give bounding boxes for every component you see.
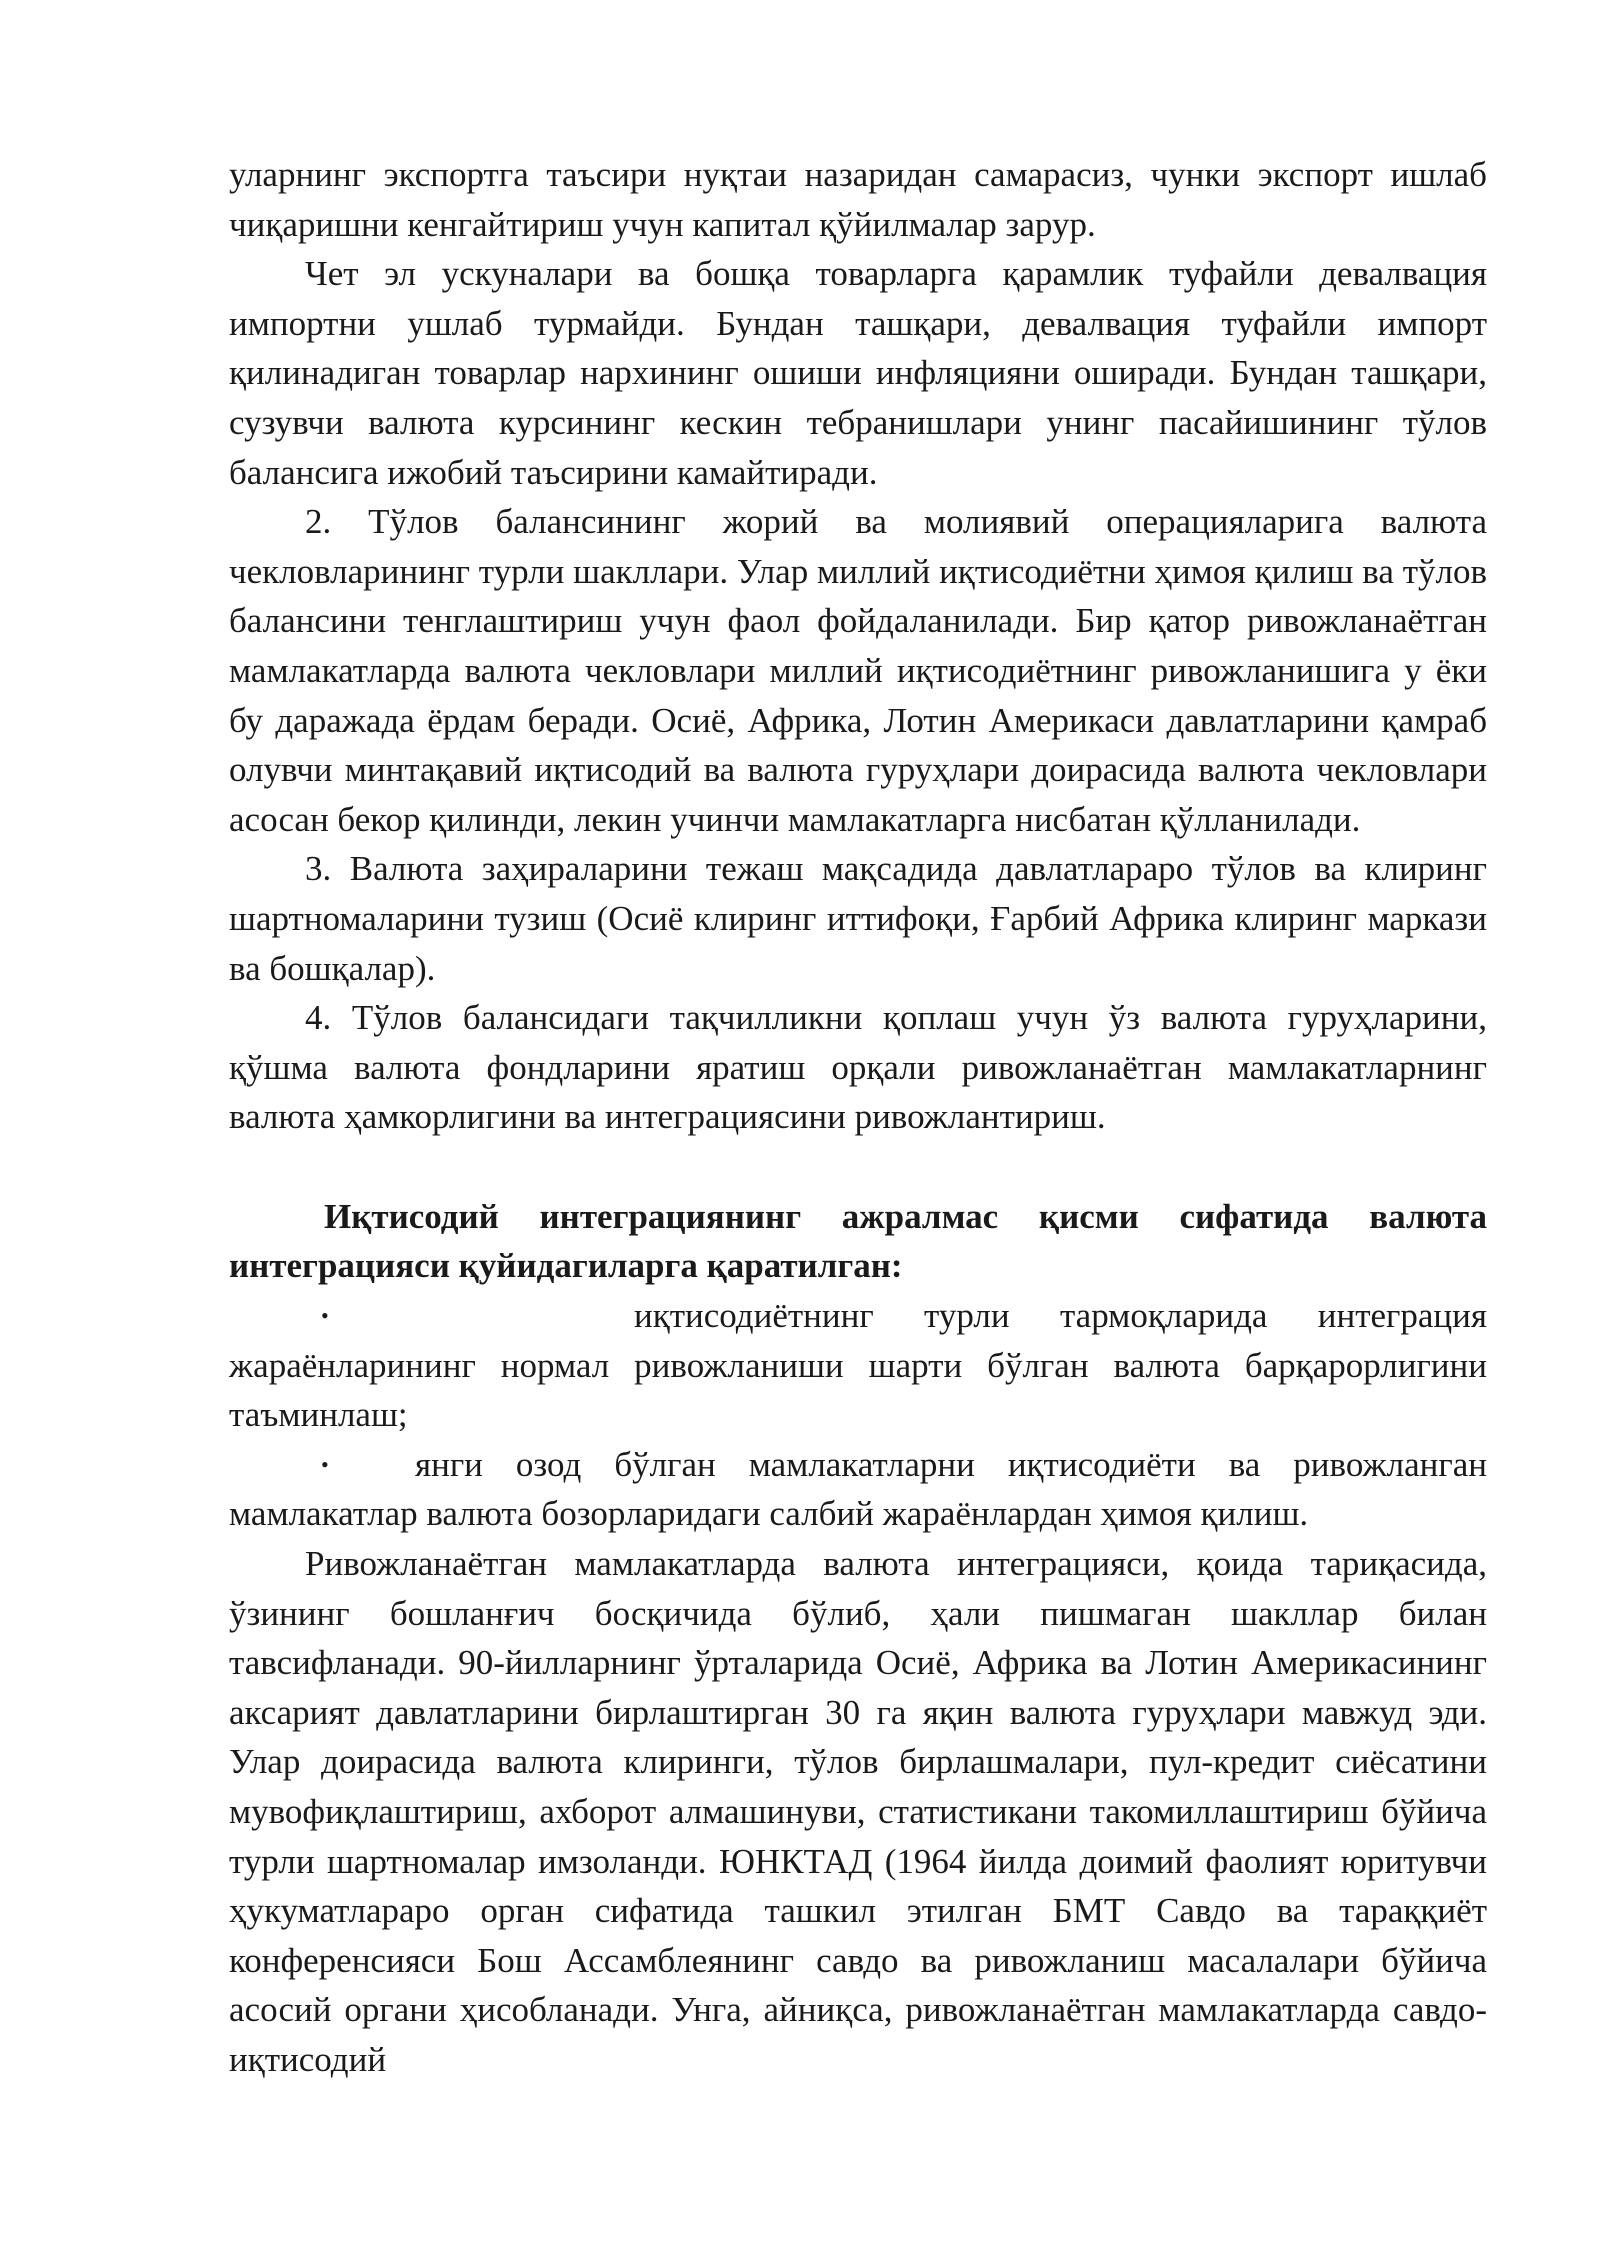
paragraph-item-4: 4. Тўлов балансидаги тақчилликни қоплаш учун ўз валюта гуруҳларини, қўшма валюта фондларини яратиш орқали ривожланаётган мамлакатларнинг валюта ҳамкорлигини ва интеграциясини ривожлантириш. [229,998,1487,1137]
bullet-text-1: иқтисодиётнинг турли тармоқларида интеграция жараёнларининг нормал ривожланиши шарти бўлган валюта барқарорлигини таъминлаш; [229,1296,1487,1435]
paragraph-item-3: 3. Валюта заҳираларини тежаш мақсадида давлатлараро тўлов ва клиринг шартномаларини тузиш (Осиё клиринг иттифоқи, Ғарбий Африка клиринг маркази ва бошқалар). [229,849,1487,988]
blank-line [229,1142,1487,1192]
bullet-item-1 [229,1291,1487,1440]
section-heading: Иқтисодий интеграциянинг ажралмас қисми сифатида валюта интеграцияси қуйидагиларга қаратилган: [229,1196,1487,1286]
document-page [229,150,1487,2085]
paragraph-2: Чет эл ускуналари ва бошқа товарларга қарамлик туфайли девалвация импортни ушлаб турмайди. Бундан ташқари, девалвация туфайли импорт қилинадиган товарлар нархининг ошиши инфляцияни оширади. Бундан ташқари, сузувчи валюта курсининг кескин тебранишлари унинг пасайишининг тўлов балансига ижобий таъсирини камайтиради. [229,254,1487,492]
bullet-icon: • [321,1451,329,1477]
bullet-item-2 [229,1440,1487,1539]
paragraph-6: Ривожланаётган мамлакатларда валюта интеграцияси, қоида тариқасида, ўзининг бошланғич босқичида бўлиб, ҳали пишмаган шакллар билан тавсифланади. 90-йилларнинг ўрталарида Осиё, Африка ва Лотин Америкасининг аксарият давлатларини бирлаштирган 30 га яқин валюта гуруҳлари мавжуд эди. Улар доирасида валюта клиринги, тўлов бирлашмалари, пул-кредит сиёсатини мувофиқлаштириш, ахборот алмашинуви, статистикани такомиллаштириш бўйича турли шартномалар имзоланди. ЮНКТАД (1964 йилда доимий фаолият юритувчи ҳукуматлараро орган сифатида ташкил этилган БМТ Савдо ва тараққиёт конференсияси Бош Ассамблеянинг савдо ва ривожланиш масалалари бўйича асосий органи ҳисобланади. Унга, айниқса, ривожланаётган мамлакатларда савдо-иқтисодий [229,1544,1487,2079]
paragraph-item-2: 2. Тўлов балансининг жорий ва молиявий операцияларига валюта чекловларининг турли шакллари. Улар миллий иқтисодиётни ҳимоя қилиш ва тўлов балансини тенглаштириш учун фаол фойдаланилади. Бир қатор ривожланаётган мамлакатларда валюта чекловлари миллий иқтисодиётнинг ривожланишига у ёки бу даражада ёрдам беради. Осиё, Африка, Лотин Америкаси давлатларини қамраб олувчи минтақавий иқтисодий ва валюта гуруҳлари доирасида валюта чекловлари асосан бекор қилинди, лекин учинчи мамлакатларга нисбатан қўлланилади. [229,502,1487,839]
paragraph-1: уларнинг экспортга таъсири нуқтаи назаридан самарасиз, чунки экспорт ишлаб чиқаришни кенгайтириш учун капитал қўйилмалар зарур. [229,155,1487,244]
bullet-icon: • [321,1303,329,1329]
bullet-text-2: янги озод бўлган мамлакатларни иқтисодиёти ва ривожланган мамлакатлар валюта бозорларидаги салбий жараёнлардан ҳимоя қилиш. [229,1444,1487,1534]
